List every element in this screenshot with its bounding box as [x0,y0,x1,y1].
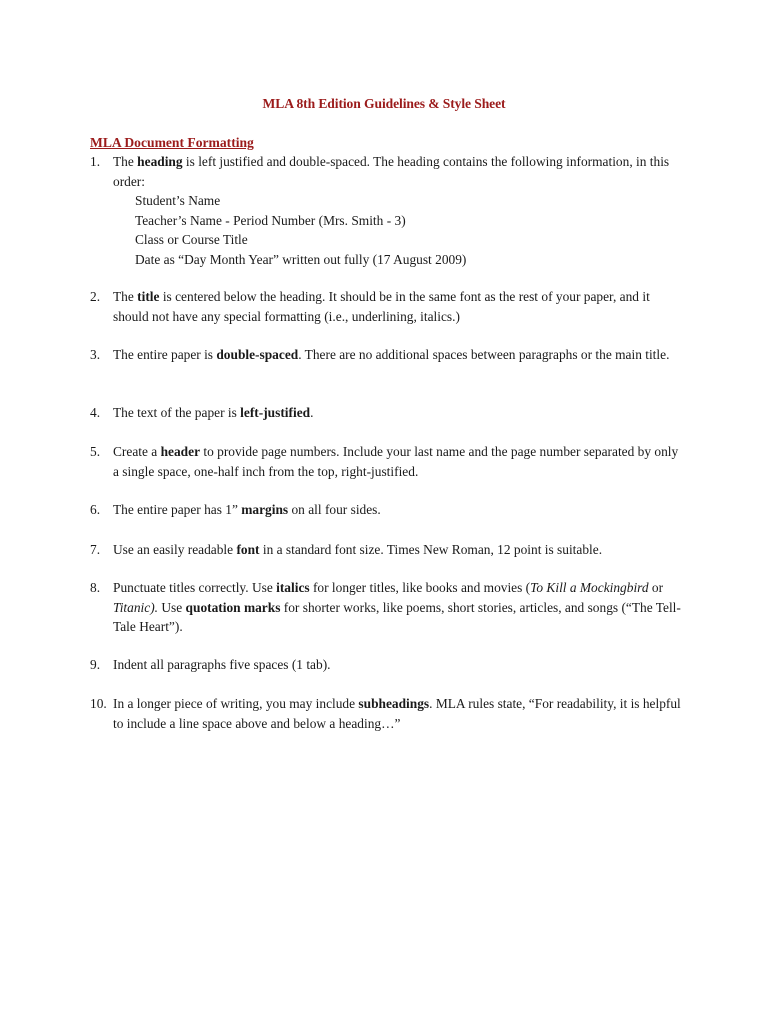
heading-info-line: Class or Course Title [135,232,248,247]
item-text [113,540,683,560]
italic-text-run: To Kill a Mockingbird [530,580,649,595]
text-run: is left justified and double-spaced. The heading contains the following information, in this order: [113,154,670,189]
item-text [113,442,683,481]
text-run: for shorter works, like poems, short stories, articles, and songs (“The Tell-Tale Heart”). [113,599,681,634]
list-item [90,500,690,520]
text-run: Indent all paragraphs five spaces (1 tab). [113,657,331,672]
list-item [90,442,690,481]
text-run: to provide page numbers. Include your last name and the page number separated by only a single space, one-half inch from the top, right-justified. [113,444,679,479]
item-number: 9. [90,657,101,672]
item-text [113,578,683,637]
text-run: or [648,580,664,595]
list-item [90,403,690,423]
item-number: 4. [90,405,101,420]
list-item [90,655,690,675]
bold-text-run: double-spaced [216,347,299,362]
bold-text-run: heading [137,154,183,169]
item-text [113,694,683,733]
text-run: In a longer piece of writing, you may include [113,696,359,711]
text-run: is centered below the heading. It should be in the same font as the rest of your paper, and it should not have any special formatting (i.e., underlining, italics.) [113,289,650,324]
text-run: Punctuate titles correctly. Use [113,580,277,595]
bold-text-run: margins [241,502,289,517]
heading-info-line: Student’s Name [135,193,221,208]
item-number: 7. [90,542,101,557]
bold-text-run: header [160,444,201,459]
bold-text-run: quotation marks [185,599,281,615]
text-run: The entire paper has 1” [113,502,242,517]
text-run: Use [158,599,186,615]
text-run: The [113,154,138,169]
text-run: on all four sides. [288,502,381,517]
text-run: for longer titles, like books and movies ( [309,580,531,595]
item-number: 10. [90,696,107,711]
text-run: The text of the paper is [113,405,241,420]
item-text [113,403,683,423]
item-number: 3. [90,347,101,362]
item-number: 1. [90,154,101,169]
list-item [90,345,690,365]
text-run: The [113,289,138,304]
text-run: . [310,405,314,420]
text-run: Create a [113,444,161,459]
heading-info-line: Teacher’s Name - Period Number (Mrs. Smith - 3) [135,212,406,228]
text-run: . MLA rules state, “For readability, it is helpful to include a line space above and below a heading…” [113,696,681,731]
item-text [113,500,683,520]
list-item [90,152,690,269]
text-run: . There are no additional spaces between paragraphs or the main title. [298,347,670,362]
text-run: The entire paper is [113,347,217,362]
item-text [113,152,683,269]
section-heading: MLA Document Formatting [90,135,254,150]
bold-text-run: title [137,289,160,304]
bold-text-run: font [236,542,260,557]
item-number: 6. [90,502,101,517]
list-item [90,540,690,560]
item-number: 5. [90,444,101,459]
document-title: MLA 8th Edition Guidelines & Style Sheet [262,96,506,111]
text-run: Use an easily readable [113,542,237,557]
bold-text-run: left-justified [240,405,311,420]
bold-text-run: italics [276,580,310,595]
heading-info-line: Date as “Day Month Year” written out fully (17 August 2009) [135,251,467,267]
list-item [90,287,690,326]
bold-text-run: subheadings [358,696,430,711]
item-text [113,655,683,675]
item-number: 2. [90,289,101,304]
text-run: in a standard font size. Times New Roman, 12 point is suitable. [259,542,603,557]
list-item [90,578,690,637]
italic-text-run: Titanic). [113,599,159,615]
item-number: 8. [90,580,101,595]
item-text [113,345,683,365]
list-item [90,694,690,733]
item-text [113,287,683,326]
